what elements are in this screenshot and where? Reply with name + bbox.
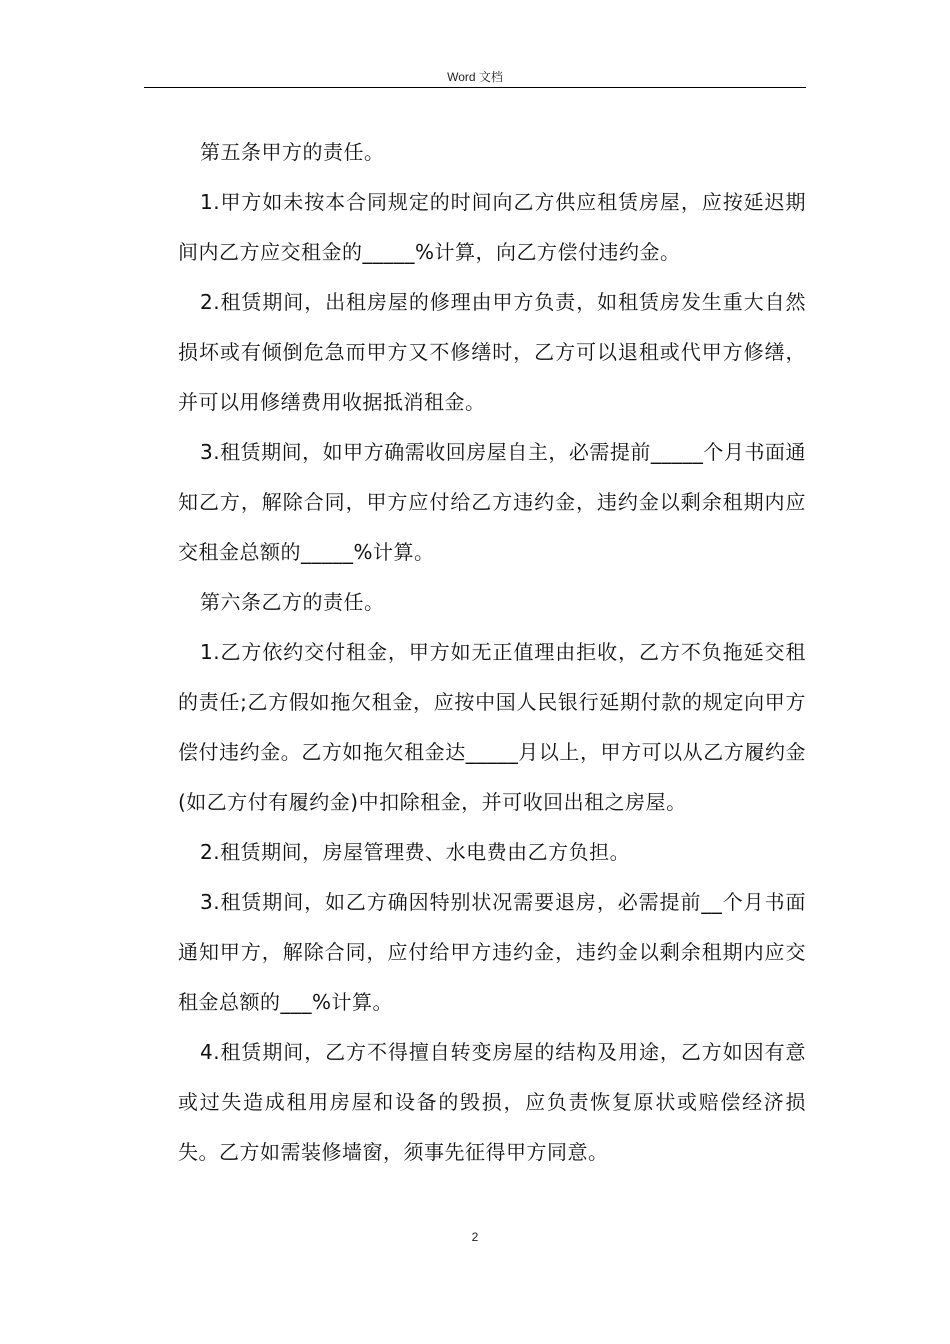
paragraph: 2.租赁期间，房屋管理费、水电费由乙方负担。 [200, 840, 631, 864]
paragraph: 3.租赁期间，如甲方确需收回房屋自主，必需提前_____个月书面通知乙方，解除合同，甲方应付给乙方违约金，违约金以剩余租期内应交租金总额的_____%计算。 [178, 440, 806, 564]
paragraph: 1.乙方依约交付租金，甲方如无正值理由拒收，乙方不负拖延交租的责任;乙方假如拖欠租金，应按中国人民银行延期付款的规定向甲方偿付违约金。乙方如拖欠租金达_____月以上，甲方可以从乙方履约金(如乙方付有履约金)中扣除租金，并可收回出租之房屋。 [178, 640, 806, 814]
page-number: 2 [471, 1230, 479, 1244]
header-divider [144, 87, 806, 88]
paragraph: 2.租赁期间，出租房屋的修理由甲方负责，如租赁房发生重大自然损坏或有倾倒危急而甲方又不修缮时，乙方可以退租或代甲方修缮，并可以用修缮费用收据抵消租金。 [178, 290, 806, 414]
paragraph: 3.租赁期间，如乙方确因特别状况需要退房，必需提前__个月书面通知甲方，解除合同，应付给甲方违约金，违约金以剩余租期内应交租金总额的___%计算。 [178, 890, 806, 1014]
section-heading-article-5: 第五条甲方的责任。 [200, 140, 385, 164]
document-body [178, 127, 806, 1177]
paragraph: 1.甲方如未按本合同规定的时间向乙方供应租赁房屋，应按延迟期间内乙方应交租金的_____%计算，向乙方偿付违约金。 [178, 190, 806, 264]
page-header: Word 文档 [447, 70, 503, 84]
section-heading-article-6: 第六条乙方的责任。 [200, 590, 385, 614]
paragraph: 4.租赁期间，乙方不得擅自转变房屋的结构及用途，乙方如因有意或过失造成租用房屋和设备的毁损，应负责恢复原状或赔偿经济损失。乙方如需装修墙窗，须事先征得甲方同意。 [178, 1040, 806, 1164]
